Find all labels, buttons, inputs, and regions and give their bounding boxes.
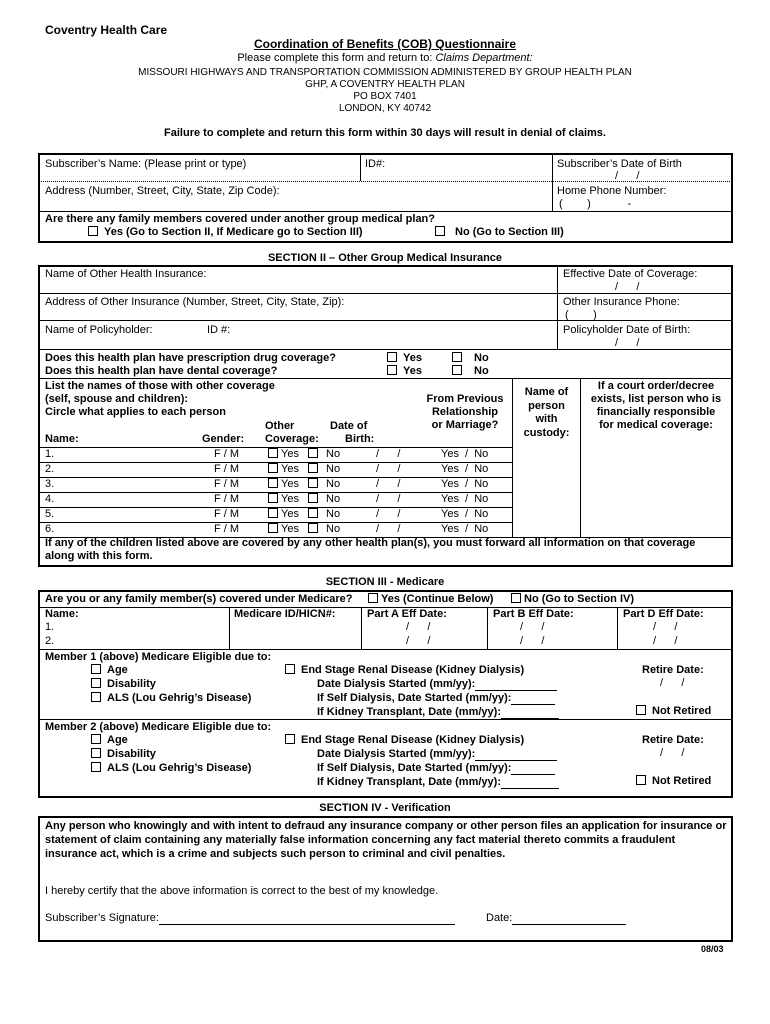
- person-relationship[interactable]: Yes / No: [441, 463, 489, 475]
- checkbox-icon[interactable]: [268, 523, 278, 533]
- home-phone-field[interactable]: ( ) -: [559, 198, 632, 210]
- subscriber-signature-field[interactable]: Subscriber’s Signature:: [45, 912, 455, 925]
- checkbox-icon[interactable]: [636, 705, 646, 715]
- member-2-esrd[interactable]: End Stage Renal Disease (Kidney Dialysis): [285, 734, 524, 747]
- drug-coverage-yes[interactable]: Yes: [387, 352, 422, 365]
- other-coverage-header-1: Other: [265, 420, 295, 432]
- effective-date-field[interactable]: / /: [615, 281, 640, 293]
- checkbox-icon[interactable]: [91, 748, 101, 758]
- drug-coverage-no[interactable]: No: [452, 352, 489, 365]
- court-order-header-4: for medical coverage:: [599, 419, 713, 431]
- member-1-als[interactable]: ALS (Lou Gehrig’s Disease): [91, 692, 251, 705]
- part-a-header: Part A Eff Date:: [367, 608, 447, 620]
- section-2-title: SECTION II – Other Group Medical Insurance: [267, 252, 503, 264]
- person-other-coverage-yes[interactable]: Yes: [268, 493, 299, 506]
- person-other-coverage-no[interactable]: No: [308, 523, 340, 536]
- gender-header: Gender:: [202, 433, 245, 445]
- person-relationship[interactable]: Yes / No: [441, 508, 489, 520]
- person-other-coverage-no[interactable]: No: [308, 508, 340, 521]
- medicare-row-2-part-d[interactable]: / /: [653, 635, 678, 647]
- custody-header-1: Name of: [524, 386, 569, 398]
- medicare-yes[interactable]: Yes (Continue Below): [368, 593, 493, 606]
- court-order-header-2: exists, list person who is: [590, 393, 722, 405]
- section-3-title: SECTION III - Medicare: [325, 576, 445, 588]
- person-relationship[interactable]: Yes / No: [441, 448, 489, 460]
- person-other-coverage-yes[interactable]: Yes: [268, 508, 299, 521]
- checkbox-icon[interactable]: [452, 365, 462, 375]
- return-address-line-3: PO BOX 7401: [353, 91, 417, 102]
- checkbox-icon[interactable]: [91, 734, 101, 744]
- other-coverage-header-2: Coverage:: [265, 433, 319, 445]
- person-other-coverage-no[interactable]: No: [308, 478, 340, 491]
- person-dob[interactable]: / /: [376, 478, 401, 490]
- checkbox-icon[interactable]: [91, 664, 101, 674]
- checkbox-icon[interactable]: [511, 593, 521, 603]
- member-2-retire-date[interactable]: / /: [660, 747, 685, 759]
- checkbox-icon[interactable]: [285, 664, 295, 674]
- medicare-row-1-number: 1.: [45, 621, 55, 633]
- member-1-retire-label: Retire Date:: [642, 664, 704, 676]
- person-other-coverage-no[interactable]: No: [308, 493, 340, 506]
- checkbox-icon[interactable]: [368, 593, 378, 603]
- person-relationship[interactable]: Yes / No: [441, 478, 489, 490]
- person-number[interactable]: 3.: [45, 478, 55, 490]
- form-title: Coordination of Benefits (COB) Questionnaire: [253, 37, 516, 51]
- person-other-coverage-yes[interactable]: Yes: [268, 448, 299, 461]
- member-1-not-retired[interactable]: Not Retired: [636, 705, 711, 718]
- member-1-dialysis-date[interactable]: Date Dialysis Started (mm/yy):: [317, 678, 557, 691]
- policyholder-dob-label: Policyholder Date of Birth:: [563, 324, 691, 336]
- checkbox-icon[interactable]: [308, 493, 318, 503]
- policyholder-dob-field[interactable]: / /: [615, 337, 640, 349]
- covered-list-line-3: Circle what applies to each person: [45, 406, 226, 418]
- member-2-age[interactable]: Age: [91, 734, 128, 747]
- section-4-title: SECTION IV - Verification: [319, 802, 451, 814]
- person-relationship[interactable]: Yes / No: [441, 493, 489, 505]
- checkbox-icon[interactable]: [268, 478, 278, 488]
- effective-date-label: Effective Date of Coverage:: [563, 268, 698, 280]
- medicare-no[interactable]: No (Go to Section IV): [511, 593, 634, 606]
- family-coverage-question: Are there any family members covered under another group medical plan?: [45, 213, 436, 225]
- checkbox-icon[interactable]: [452, 352, 462, 362]
- form-version-code: 08/03: [701, 944, 724, 954]
- checkbox-icon[interactable]: [308, 508, 318, 518]
- part-b-header: Part B Eff Date:: [493, 608, 574, 620]
- person-number[interactable]: 4.: [45, 493, 55, 505]
- certification-statement: I hereby certify that the above information is correct to the best of my knowledge.: [45, 885, 439, 897]
- medicare-name-header: Name:: [45, 608, 79, 620]
- covered-list-line-1: List the names of those with other coverage: [45, 380, 275, 392]
- organization-name: Coventry Health Care: [45, 23, 168, 37]
- person-dob[interactable]: / /: [376, 523, 401, 535]
- medicare-row-2-number: 2.: [45, 635, 55, 647]
- name-header: Name:: [45, 433, 79, 445]
- fraud-statement: Any person who knowingly and with intent to defraud any insurance company or other person files an application for insurance or statement of claim containing any materially false information concerning any fact material thereto commits a fraudulent insurance act, which is a crime and subjects such person to criminal and civil penalties.: [45, 820, 727, 860]
- person-gender[interactable]: F / M: [214, 463, 240, 475]
- person-gender[interactable]: F / M: [214, 493, 240, 505]
- subscriber-address-field[interactable]: Address (Number, Street, City, State, Zip Code):: [45, 185, 280, 197]
- person-gender[interactable]: F / M: [214, 448, 240, 460]
- medicare-question: Are you or any family member(s) covered under Medicare?: [45, 593, 353, 605]
- person-gender[interactable]: F / M: [214, 523, 240, 535]
- medicare-hicn-header: Medicare ID/HICN#:: [234, 608, 336, 620]
- member-1-eligibility-title: Member 1 (above) Medicare Eligible due to:: [45, 651, 272, 663]
- other-insurance-address-field[interactable]: Address of Other Insurance (Number, Street, City, State, Zip):: [45, 296, 345, 308]
- person-number[interactable]: 6.: [45, 523, 55, 535]
- relationship-header-3: or Marriage?: [431, 419, 499, 431]
- person-gender[interactable]: F / M: [214, 508, 240, 520]
- member-1-disability[interactable]: Disability: [91, 678, 156, 691]
- court-order-header-1: If a court order/decree: [597, 380, 715, 392]
- return-address-line-1: MISSOURI HIGHWAYS AND TRANSPORTATION COMMISSION ADMINISTERED BY GROUP HEALTH PLAN: [138, 67, 632, 78]
- checkbox-icon[interactable]: [268, 448, 278, 458]
- dental-coverage-yes[interactable]: Yes: [387, 365, 422, 378]
- member-2-retire-label: Retire Date:: [642, 734, 704, 746]
- member-2-als[interactable]: ALS (Lou Gehrig’s Disease): [91, 762, 251, 775]
- medicare-row-1-part-d[interactable]: / /: [653, 621, 678, 633]
- member-2-dialysis-date[interactable]: Date Dialysis Started (mm/yy):: [317, 748, 557, 761]
- checkbox-icon[interactable]: [91, 678, 101, 688]
- custody-header-3: with: [535, 413, 558, 425]
- family-coverage-no[interactable]: No (Go to Section III): [435, 226, 564, 239]
- member-2-eligibility-title: Member 2 (above) Medicare Eligible due to:: [45, 721, 272, 733]
- medicare-row-1-part-a[interactable]: / /: [406, 621, 431, 633]
- member-2-self-dialysis-date[interactable]: If Self Dialysis, Date Started (mm/yy):: [317, 762, 555, 775]
- return-address-line-2: GHP, A COVENTRY HEALTH PLAN: [305, 79, 465, 90]
- subscriber-dob-field[interactable]: / /: [615, 170, 640, 182]
- dental-coverage-question: Does this health plan have dental coverage?: [45, 365, 278, 377]
- policyholder-name-field[interactable]: Name of Policyholder:: [45, 324, 153, 336]
- person-gender[interactable]: F / M: [214, 478, 240, 490]
- member-1-age[interactable]: Age: [91, 664, 128, 677]
- checkbox-icon[interactable]: [387, 352, 397, 362]
- other-insurance-phone-field[interactable]: ( ): [565, 309, 597, 321]
- person-other-coverage-yes[interactable]: Yes: [268, 478, 299, 491]
- denial-warning: Failure to complete and return this form within 30 days will result in denial of claims.: [164, 127, 606, 139]
- member-2-not-retired[interactable]: Not Retired: [636, 775, 711, 788]
- date-of-birth-header-1: Date of: [330, 420, 368, 432]
- custody-header-4: custody:: [523, 427, 570, 439]
- checkbox-icon[interactable]: [308, 523, 318, 533]
- other-insurance-name-field[interactable]: Name of Other Health Insurance:: [45, 268, 207, 280]
- part-d-header: Part D Eff Date:: [623, 608, 704, 620]
- checkbox-icon[interactable]: [387, 365, 397, 375]
- person-relationship[interactable]: Yes / No: [441, 523, 489, 535]
- date-of-birth-header-2: Birth:: [345, 433, 375, 445]
- subscriber-dob-label: Subscriber’s Date of Birth: [557, 158, 682, 170]
- policyholder-id-field[interactable]: ID #:: [207, 324, 231, 336]
- medicare-row-2-part-a[interactable]: / /: [406, 635, 431, 647]
- relationship-header-2: Relationship: [431, 406, 498, 418]
- person-dob[interactable]: / /: [376, 493, 401, 505]
- person-dob[interactable]: / /: [376, 508, 401, 520]
- checkbox-icon[interactable]: [268, 493, 278, 503]
- member-1-retire-date[interactable]: / /: [660, 677, 685, 689]
- person-other-coverage-no[interactable]: No: [308, 448, 340, 461]
- checkbox-icon[interactable]: [268, 508, 278, 518]
- member-1-esrd[interactable]: End Stage Renal Disease (Kidney Dialysis): [285, 664, 524, 677]
- person-other-coverage-no[interactable]: No: [308, 463, 340, 476]
- relationship-header-1: From Previous: [426, 393, 504, 405]
- court-order-header-3: financially responsible: [596, 406, 716, 418]
- person-other-coverage-yes[interactable]: Yes: [268, 463, 299, 476]
- family-coverage-yes[interactable]: Yes (Go to Section II, If Medicare go to Section III): [88, 226, 363, 239]
- checkbox-icon[interactable]: [435, 226, 445, 236]
- checkbox-icon[interactable]: [91, 762, 101, 772]
- checkbox-icon[interactable]: [308, 448, 318, 458]
- subscriber-id-field[interactable]: ID#:: [365, 158, 386, 170]
- checkbox-icon[interactable]: [91, 692, 101, 702]
- return-address-line-4: LONDON, KY 40742: [338, 103, 432, 114]
- person-dob[interactable]: / /: [376, 448, 401, 460]
- return-instructions: Please complete this form and return to: Claims Department:: [237, 52, 533, 64]
- checkbox-icon[interactable]: [285, 734, 295, 744]
- person-dob[interactable]: / /: [376, 463, 401, 475]
- person-number[interactable]: 5.: [45, 508, 55, 520]
- checkbox-icon[interactable]: [88, 226, 98, 236]
- member-2-disability[interactable]: Disability: [91, 748, 156, 761]
- checkbox-icon[interactable]: [308, 478, 318, 488]
- checkbox-icon[interactable]: [636, 775, 646, 785]
- medicare-row-1-part-b[interactable]: / /: [520, 621, 545, 633]
- person-number[interactable]: 2.: [45, 463, 55, 475]
- person-number[interactable]: 1.: [45, 448, 55, 460]
- member-1-transplant-date[interactable]: If Kidney Transplant, Date (mm/yy):: [317, 706, 559, 719]
- covered-list-line-2: (self, spouse and children):: [45, 393, 189, 405]
- signature-date-field[interactable]: Date:: [486, 912, 626, 925]
- checkbox-icon[interactable]: [268, 463, 278, 473]
- home-phone-label: Home Phone Number:: [557, 185, 667, 197]
- dental-coverage-no[interactable]: No: [452, 365, 489, 378]
- subscriber-name-field[interactable]: Subscriber’s Name: (Please print or type): [45, 158, 247, 170]
- member-2-transplant-date[interactable]: If Kidney Transplant, Date (mm/yy):: [317, 776, 559, 789]
- member-1-self-dialysis-date[interactable]: If Self Dialysis, Date Started (mm/yy):: [317, 692, 555, 705]
- person-other-coverage-yes[interactable]: Yes: [268, 523, 299, 536]
- other-insurance-phone-label: Other Insurance Phone:: [563, 296, 680, 308]
- custody-header-2: person: [528, 400, 565, 412]
- checkbox-icon[interactable]: [308, 463, 318, 473]
- drug-coverage-question: Does this health plan have prescription drug coverage?: [45, 352, 336, 364]
- children-coverage-note: If any of the children listed above are covered by any other health plan(s), you must forward all information on that coverage along with this form.: [45, 537, 696, 562]
- medicare-row-2-part-b[interactable]: / /: [520, 635, 545, 647]
